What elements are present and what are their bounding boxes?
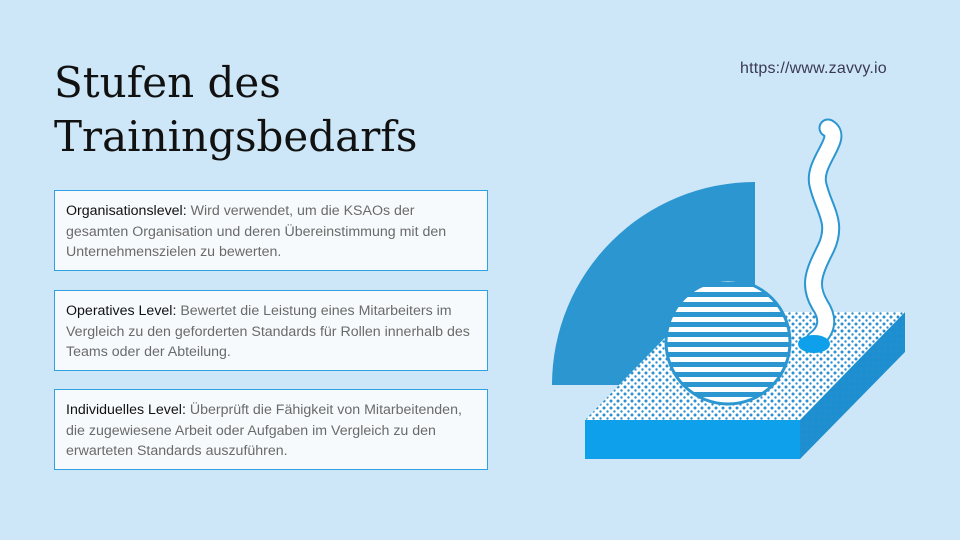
level-card-operative <box>54 290 488 371</box>
decorative-illustration <box>540 115 920 475</box>
level-description: Wird verwendet, um die KSAOs der gesamten Organisation und deren Übereinstimmung mit den Unternehmenszielen zu bewerten. <box>66 203 447 260</box>
level-description: Bewertet die Leistung eines Mitarbeiters im Vergleich zu den geforderten Standards für Rollen innerhalb des Teams oder der Abteilung. <box>66 303 470 360</box>
ribbon-base-hole <box>798 335 830 353</box>
level-label: Operatives Level: <box>66 303 177 319</box>
level-card-organisation <box>54 190 488 271</box>
level-card-individual <box>54 389 488 470</box>
page-title: Stufen des Trainingsbedarfs <box>54 58 418 161</box>
level-label: Organisationslevel: <box>66 203 187 219</box>
website-url[interactable]: https://www.zavvy.io <box>740 60 887 77</box>
level-description: Überprüft die Fähigkeit von Mitarbeitenden, die zugewiesene Arbeit oder Aufgaben im Vergleich zu den erwarteten Standards auszuführen. <box>66 402 462 459</box>
level-label: Individuelles Level: <box>66 402 186 418</box>
slab-front <box>585 420 800 459</box>
